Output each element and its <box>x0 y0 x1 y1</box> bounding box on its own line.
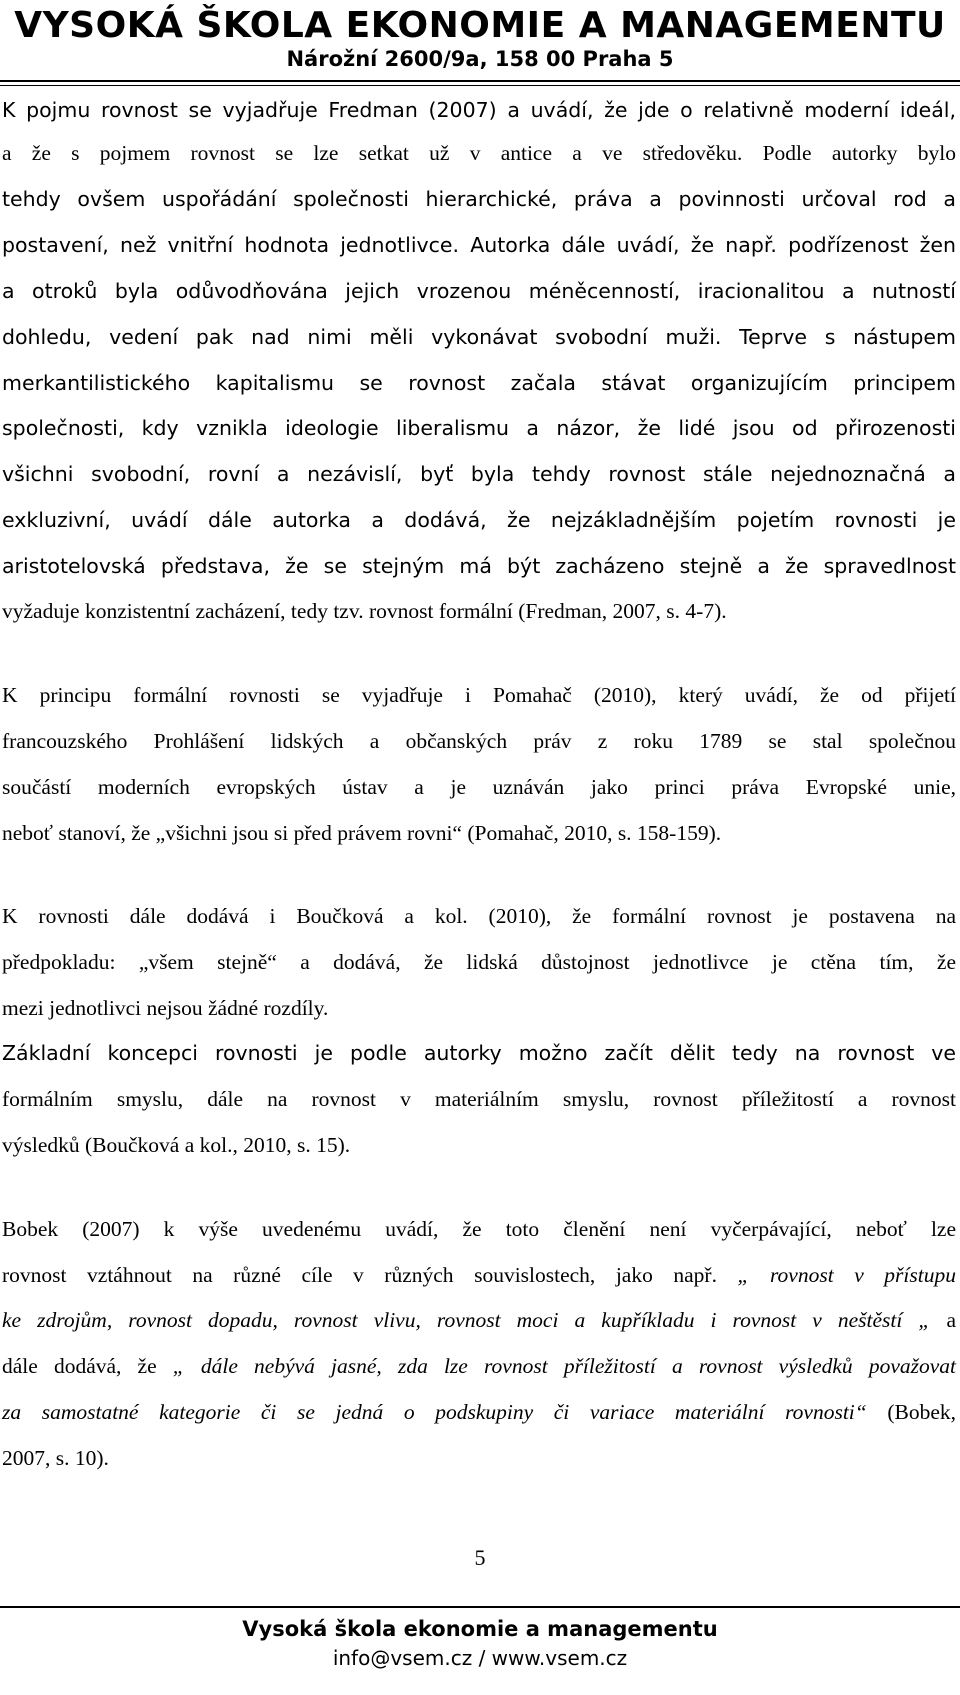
text-line <box>2 86 956 134</box>
text-line <box>2 313 956 361</box>
text-run: a otroků byla odůvodňována jejich vrozenou méněcenností, iracionalitou a nutností <box>2 279 956 303</box>
text-run: K principu formální rovnosti se vyjadřuje i Pomahač (2010), který uvádí, že od přijetí <box>2 683 956 707</box>
text-line <box>2 359 956 407</box>
text-run: 2007, s. 10). <box>2 1446 109 1470</box>
text-run: K rovnosti dále dodává i Boučková a kol. (2010), že formální rovnost je postavena na <box>2 904 956 928</box>
text-run: Základní koncepci rovnosti je podle autorky možno začít dělit tedy na rovnost ve <box>2 1041 956 1065</box>
text-line <box>2 129 956 177</box>
text-line <box>2 671 956 719</box>
text-line <box>2 938 956 986</box>
text-line <box>2 221 956 269</box>
italic-quote: „ dále nebývá jasné, zda lze rovnost příležitostí a rovnost výsledků považovat <box>172 1354 957 1378</box>
text-line <box>2 587 956 635</box>
school-address: Nárožní 2600/9a, 158 00 Praha 5 <box>286 47 674 71</box>
footer-divider <box>0 1606 960 1608</box>
italic-quote: „ rovnost v přístupu <box>737 1263 956 1287</box>
text-line <box>2 892 956 940</box>
page-footer <box>0 1614 960 1672</box>
text-run: tehdy ovšem uspořádání společnosti hierarchické, práva a povinnosti určoval rod a <box>2 187 956 211</box>
school-name: VYSOKÁ ŠKOLA EKONOMIE A MANAGEMENTU <box>14 5 946 46</box>
text-line <box>2 1121 956 1169</box>
text-run: exkluzivní, uvádí dále autorka a dodává, že nejzákladnějším pojetím rovnosti je <box>2 508 956 532</box>
footer-school-name: Vysoká škola ekonomie a managementu <box>242 1617 718 1641</box>
italic-quote: ke zdrojům, rovnost dopadu, rovnost vlivu, rovnost moci a kupříkladu i rovnost v neštěstí „ <box>2 1308 931 1332</box>
text-run: dohledu, vedení pak nad nimi měli vykonávat svobodní muži. Teprve s nástupem <box>2 325 956 349</box>
text-run: aristotelovská představa, že se stejným má být zacházeno stejně a že spravedlnost <box>2 554 956 578</box>
text-line <box>2 267 956 315</box>
text-line <box>2 1342 956 1390</box>
text-run: předpokladu: „všem stejně“ a dodává, že lidská důstojnost jednotlivce je ctěna tím, že <box>2 950 956 974</box>
text-line <box>2 450 956 498</box>
text-run: mezi jednotlivci nejsou žádné rozdíly. <box>2 996 329 1020</box>
text-run: a <box>930 1308 956 1332</box>
footer-contact: info@vsem.cz / www.vsem.cz <box>332 1646 628 1670</box>
text-run: společnosti, kdy vznikla ideologie liberalismu a názor, že lidé jsou od přirozenosti <box>2 416 956 440</box>
text-run: Bobek (2007) k výše uvedenému uvádí, že toto členění není vyčerpávající, neboť lze <box>2 1217 956 1241</box>
text-line <box>2 1251 956 1299</box>
text-run: K pojmu rovnost se vyjadřuje Fredman (2007) a uvádí, že jde o relativně moderní ideál, <box>2 98 956 122</box>
text-line <box>2 1434 956 1482</box>
text-line <box>2 1029 956 1077</box>
text-run: formálním smyslu, dále na rovnost v materiálním smyslu, rovnost příležitostí a rovnost <box>2 1087 956 1111</box>
text-run: vyžaduje konzistentní zacházení, tedy tzv. rovnost formální (Fredman, 2007, s. 4-7). <box>2 599 727 623</box>
text-line <box>2 1205 956 1253</box>
text-line <box>2 1075 956 1123</box>
text-line <box>2 1296 956 1344</box>
text-line <box>2 809 956 857</box>
page-header <box>0 0 960 89</box>
italic-quote: za samostatné kategorie či se jedná o podskupiny či variace materiální rovnosti“ <box>2 1400 867 1424</box>
text-line <box>2 404 956 452</box>
text-run: (Bobek, <box>866 1400 957 1424</box>
text-run: a že s pojmem rovnost se lze setkat už v antice a ve středověku. Podle autorky bylo <box>2 141 956 165</box>
text-run: postavení, než vnitřní hodnota jednotlivce. Autorka dále uvádí, že např. podřízenost žen <box>2 233 956 257</box>
text-run: neboť stanoví, že „všichni jsou si před právem rovni“ (Pomahač, 2010, s. 158-159). <box>2 821 722 845</box>
text-line <box>2 496 956 544</box>
text-run: součástí moderních evropských ústav a je uznáván jako princi práva Evropské unie, <box>2 775 956 799</box>
text-line <box>2 175 956 223</box>
text-line <box>2 1388 956 1436</box>
text-line <box>2 763 956 811</box>
text-run: výsledků (Boučková a kol., 2010, s. 15). <box>2 1133 351 1157</box>
page-number: 5 <box>474 1545 486 1570</box>
text-run: francouzského Prohlášení lidských a občanských práv z roku 1789 se stal společnou <box>2 729 956 753</box>
text-line <box>2 984 956 1032</box>
text-run: merkantilistického kapitalismu se rovnost začala stávat organizujícím principem <box>2 371 956 395</box>
text-line <box>2 542 956 590</box>
text-run: rovnost vztáhnout na různé cíle v různých souvislostech, jako např. <box>2 1263 738 1287</box>
text-run: dále dodává, že <box>2 1354 173 1378</box>
text-run: všichni svobodní, rovní a nezávislí, byť byla tehdy rovnost stále nejednoznačná a <box>2 462 956 486</box>
text-line <box>2 717 956 765</box>
